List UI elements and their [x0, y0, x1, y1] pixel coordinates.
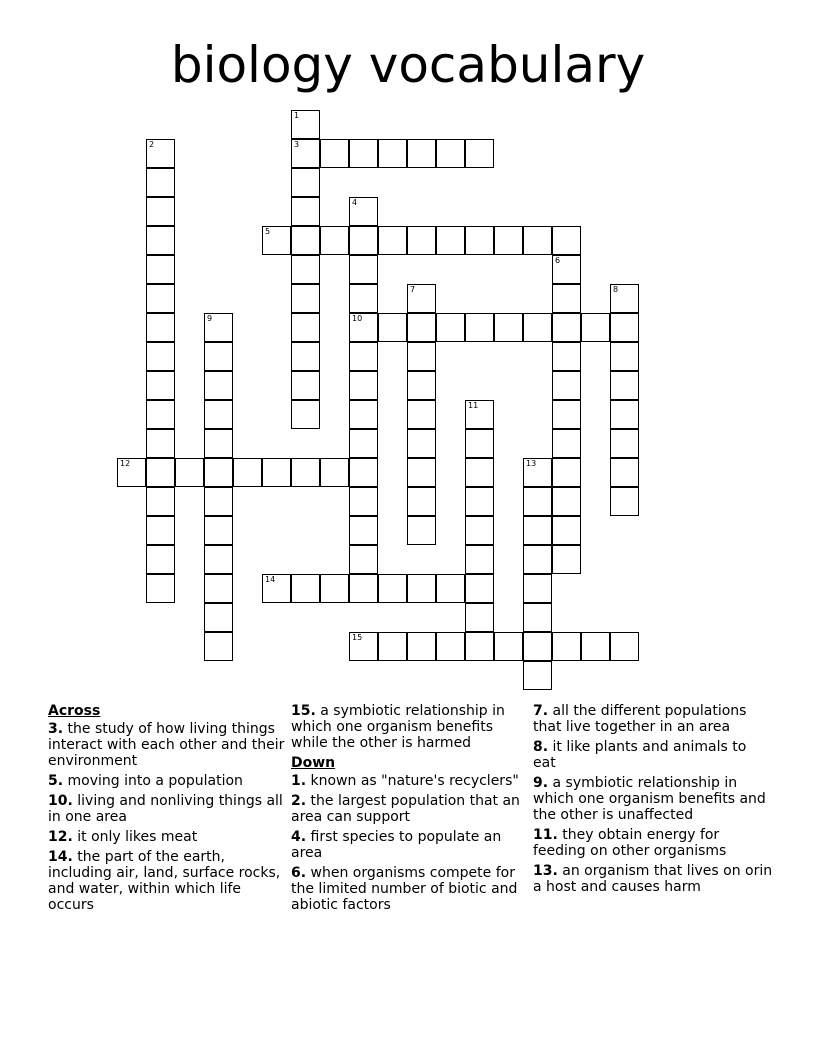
grid-cell[interactable]	[204, 487, 233, 516]
grid-cell[interactable]	[349, 255, 378, 284]
grid-cell[interactable]	[291, 313, 320, 342]
clue-column-3	[533, 703, 773, 899]
grid-cell[interactable]	[349, 516, 378, 545]
grid-cell[interactable]	[204, 574, 233, 603]
grid-cell[interactable]	[204, 603, 233, 632]
grid-cell[interactable]	[349, 371, 378, 400]
grid-cell[interactable]	[610, 342, 639, 371]
grid-cell[interactable]	[407, 632, 436, 661]
clue-number: 8	[613, 285, 619, 294]
grid-cell[interactable]	[552, 284, 581, 313]
grid-cell[interactable]	[146, 545, 175, 574]
clue-number: 7	[410, 285, 416, 294]
across-heading: Across	[48, 703, 101, 719]
grid-cell[interactable]	[436, 313, 465, 342]
grid-cell[interactable]	[407, 487, 436, 516]
clue-number: 5	[265, 227, 271, 236]
across-clue	[48, 721, 288, 769]
grid-cell[interactable]	[465, 632, 494, 661]
clue-number-label: 5.	[48, 773, 64, 789]
clue-column-1	[48, 703, 288, 917]
clue-number: 4	[352, 198, 358, 207]
grid-cell[interactable]	[320, 458, 349, 487]
grid-cell[interactable]	[407, 313, 436, 342]
grid-cell[interactable]	[523, 603, 552, 632]
clue-number-label: 2.	[291, 793, 307, 809]
grid-cell[interactable]	[436, 574, 465, 603]
clue-number: 10	[352, 314, 363, 323]
grid-cell[interactable]	[407, 429, 436, 458]
grid-cell[interactable]	[291, 284, 320, 313]
grid-cell[interactable]	[465, 139, 494, 168]
grid-cell[interactable]	[610, 371, 639, 400]
across-clue	[48, 829, 288, 845]
down-heading: Down	[291, 755, 336, 771]
grid-cell[interactable]	[262, 458, 291, 487]
grid-cell[interactable]	[291, 371, 320, 400]
grid-cell[interactable]	[291, 255, 320, 284]
grid-cell[interactable]	[465, 603, 494, 632]
clue-number: 12	[120, 459, 131, 468]
clue-text: a symbiotic relationship in which one organism benefits and the other is unaffected	[533, 775, 766, 823]
across-clue	[291, 703, 531, 751]
grid-cell[interactable]	[146, 139, 175, 168]
clue-number-label: 4.	[291, 829, 307, 845]
grid-cell[interactable]	[407, 226, 436, 255]
grid-cell[interactable]	[378, 313, 407, 342]
grid-cell[interactable]	[204, 342, 233, 371]
grid-cell[interactable]	[204, 545, 233, 574]
clue-number-label: 3.	[48, 721, 64, 737]
grid-cell[interactable]	[349, 545, 378, 574]
grid-cell[interactable]	[465, 574, 494, 603]
grid-cell[interactable]	[610, 458, 639, 487]
grid-cell[interactable]	[204, 400, 233, 429]
grid-cell[interactable]	[610, 313, 639, 342]
grid-cell[interactable]	[204, 632, 233, 661]
grid-cell[interactable]	[552, 632, 581, 661]
down-clue	[291, 793, 531, 825]
grid-cell[interactable]	[494, 226, 523, 255]
clue-text: they obtain energy for feeding on other organisms	[533, 827, 727, 859]
grid-cell[interactable]	[552, 371, 581, 400]
grid-cell[interactable]	[407, 574, 436, 603]
down-clue	[533, 703, 773, 735]
grid-cell[interactable]	[291, 574, 320, 603]
grid-cell[interactable]	[552, 313, 581, 342]
grid-cell[interactable]	[581, 632, 610, 661]
grid-cell[interactable]	[552, 400, 581, 429]
grid-cell[interactable]	[291, 226, 320, 255]
grid-cell[interactable]	[407, 400, 436, 429]
grid-cell[interactable]	[465, 516, 494, 545]
clue-number: 11	[468, 401, 479, 410]
grid-cell[interactable]	[436, 139, 465, 168]
grid-cell[interactable]	[146, 284, 175, 313]
grid-cell[interactable]	[291, 168, 320, 197]
grid-cell[interactable]	[349, 429, 378, 458]
grid-cell[interactable]	[610, 429, 639, 458]
grid-cell[interactable]	[407, 284, 436, 313]
grid-cell[interactable]	[291, 110, 320, 139]
clue-number-label: 9.	[533, 775, 549, 791]
clue-text: the largest population that an area can support	[291, 793, 520, 825]
clue-text: the study of how living things interact with each other and their environment	[48, 721, 285, 769]
clue-number-label: 6.	[291, 865, 307, 881]
grid-cell[interactable]	[320, 139, 349, 168]
grid-cell[interactable]	[146, 342, 175, 371]
grid-cell[interactable]	[378, 574, 407, 603]
clue-text: living and nonliving things all in one area	[48, 793, 283, 825]
grid-cell[interactable]	[378, 632, 407, 661]
grid-cell[interactable]	[552, 342, 581, 371]
grid-cell[interactable]	[146, 516, 175, 545]
grid-cell[interactable]	[291, 400, 320, 429]
grid-cell[interactable]	[610, 632, 639, 661]
grid-cell[interactable]	[407, 458, 436, 487]
grid-cell[interactable]	[349, 139, 378, 168]
clue-text: when organisms compete for the limited number of biotic and abiotic factors	[291, 865, 518, 913]
clue-number-label: 7.	[533, 703, 549, 719]
grid-cell[interactable]	[523, 574, 552, 603]
down-clue	[291, 773, 531, 789]
grid-cell[interactable]	[610, 400, 639, 429]
grid-cell[interactable]	[436, 226, 465, 255]
clue-number: 6	[555, 256, 561, 265]
grid-cell[interactable]	[204, 516, 233, 545]
grid-cell[interactable]	[494, 632, 523, 661]
down-clue	[533, 775, 773, 823]
grid-cell[interactable]	[204, 458, 233, 487]
down-clue	[291, 829, 531, 861]
across-clue	[48, 793, 288, 825]
grid-cell[interactable]	[349, 632, 378, 661]
grid-cell[interactable]	[146, 400, 175, 429]
across-clue	[48, 849, 288, 913]
grid-cell[interactable]	[349, 574, 378, 603]
grid-cell[interactable]	[291, 139, 320, 168]
grid-cell[interactable]	[204, 371, 233, 400]
grid-cell[interactable]	[262, 574, 291, 603]
grid-cell[interactable]	[146, 226, 175, 255]
grid-cell[interactable]	[523, 661, 552, 690]
grid-cell[interactable]	[465, 226, 494, 255]
grid-cell[interactable]	[146, 487, 175, 516]
grid-cell[interactable]	[117, 458, 146, 487]
grid-cell[interactable]	[407, 516, 436, 545]
clue-number-label: 11.	[533, 827, 558, 843]
grid-cell[interactable]	[204, 429, 233, 458]
grid-cell[interactable]	[407, 342, 436, 371]
grid-cell[interactable]	[523, 226, 552, 255]
clue-number-label: 15.	[291, 703, 316, 719]
clue-text: it only likes meat	[72, 829, 198, 845]
grid-cell[interactable]	[349, 400, 378, 429]
down-clue	[533, 827, 773, 859]
clue-number-label: 8.	[533, 739, 549, 755]
grid-cell[interactable]	[523, 487, 552, 516]
grid-cell[interactable]	[291, 458, 320, 487]
grid-cell[interactable]	[465, 458, 494, 487]
grid-cell[interactable]	[465, 487, 494, 516]
clue-text: known as "nature's recyclers"	[306, 773, 519, 789]
grid-cell[interactable]	[552, 516, 581, 545]
grid-cell[interactable]	[349, 313, 378, 342]
page-title: biology vocabulary	[170, 36, 646, 94]
clue-number: 14	[265, 575, 276, 584]
clue-number-label: 10.	[48, 793, 73, 809]
grid-cell[interactable]	[552, 458, 581, 487]
grid-cell[interactable]	[349, 487, 378, 516]
clue-column-2	[291, 703, 531, 917]
clue-number-label: 1.	[291, 773, 307, 789]
across-clue	[48, 773, 288, 789]
grid-cell[interactable]	[349, 342, 378, 371]
clue-text: it like plants and animals to eat	[533, 739, 747, 771]
clue-text: moving into a population	[63, 773, 243, 789]
grid-cell[interactable]	[552, 487, 581, 516]
clue-text: first species to populate an area	[291, 829, 502, 861]
clue-number: 2	[149, 140, 155, 149]
grid-cell[interactable]	[523, 458, 552, 487]
clue-text: an organism that lives on orin a host and causes harm	[533, 863, 773, 895]
grid-cell[interactable]	[349, 458, 378, 487]
grid-cell[interactable]	[552, 545, 581, 574]
grid-cell[interactable]	[552, 429, 581, 458]
grid-cell[interactable]	[146, 458, 175, 487]
grid-cell[interactable]	[320, 574, 349, 603]
grid-cell[interactable]	[262, 226, 291, 255]
grid-cell[interactable]	[146, 574, 175, 603]
down-clue	[533, 739, 773, 771]
grid-cell[interactable]	[581, 313, 610, 342]
clue-text: the part of the earth, including air, land, surface rocks, and water, within which life occurs	[48, 849, 281, 913]
grid-cell[interactable]	[523, 516, 552, 545]
grid-cell[interactable]	[465, 313, 494, 342]
grid-cell[interactable]	[146, 197, 175, 226]
grid-cell[interactable]	[610, 284, 639, 313]
grid-cell[interactable]	[407, 371, 436, 400]
clue-number-label: 14.	[48, 849, 73, 865]
clue-text: all the different populations that live together in an area	[533, 703, 747, 735]
grid-cell[interactable]	[146, 429, 175, 458]
grid-cell[interactable]	[465, 400, 494, 429]
grid-cell[interactable]	[291, 342, 320, 371]
grid-cell[interactable]	[175, 458, 204, 487]
clue-number-label: 12.	[48, 829, 73, 845]
clue-number: 15	[352, 633, 363, 642]
grid-cell[interactable]	[349, 226, 378, 255]
grid-cell[interactable]	[610, 487, 639, 516]
grid-cell[interactable]	[320, 226, 349, 255]
clue-number-label: 13.	[533, 863, 558, 879]
grid-cell[interactable]	[552, 255, 581, 284]
clue-text: a symbiotic relationship in which one organism benefits while the other is harmed	[291, 703, 505, 751]
clue-number: 13	[526, 459, 537, 468]
grid-cell[interactable]	[378, 139, 407, 168]
grid-cell[interactable]	[146, 168, 175, 197]
grid-cell[interactable]	[436, 632, 465, 661]
clue-number: 3	[294, 140, 300, 149]
grid-cell[interactable]	[523, 545, 552, 574]
grid-cell[interactable]	[465, 545, 494, 574]
grid-cell[interactable]	[378, 226, 407, 255]
grid-cell[interactable]	[146, 255, 175, 284]
grid-cell[interactable]	[465, 429, 494, 458]
down-clue	[533, 863, 773, 895]
down-clue	[291, 865, 531, 913]
grid-cell[interactable]	[349, 197, 378, 226]
clue-number: 9	[207, 314, 213, 323]
grid-cell[interactable]	[204, 313, 233, 342]
grid-cell[interactable]	[146, 371, 175, 400]
grid-cell[interactable]	[233, 458, 262, 487]
grid-cell[interactable]	[523, 313, 552, 342]
grid-cell[interactable]	[523, 632, 552, 661]
grid-cell[interactable]	[349, 284, 378, 313]
grid-cell[interactable]	[407, 139, 436, 168]
clue-number: 1	[294, 111, 300, 120]
grid-cell[interactable]	[552, 226, 581, 255]
grid-cell[interactable]	[494, 313, 523, 342]
grid-cell[interactable]	[291, 197, 320, 226]
grid-cell[interactable]	[146, 313, 175, 342]
